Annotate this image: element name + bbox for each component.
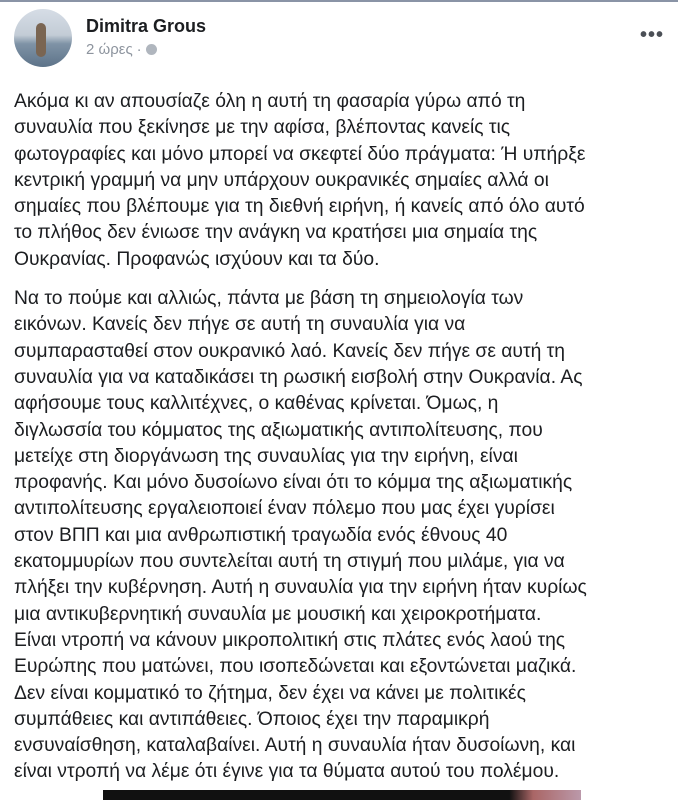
post-text-line: Δεν είναι κομματικό το ζήτημα, δεν έχει να κάνει με πολιτικές	[14, 682, 526, 704]
globe-icon	[146, 44, 157, 55]
post-body	[14, 89, 674, 786]
post-text-line: Να το πούμε και αλλιώς, πάντα με βάση τη σημειολογία των	[14, 288, 524, 310]
post-text-line: κεντρική γραμμή να μην υπάρχουν ουκρανικές σημαίες αλλά οι	[14, 169, 549, 191]
post-text-line: ενσυναίσθηση, καταλαβαίνει. Αυτή η συναυλία ήταν δυσοίωνη, και	[14, 735, 576, 757]
post-meta	[86, 41, 157, 58]
avatar-figure	[36, 23, 46, 57]
meta-separator: ·	[136, 41, 142, 58]
post-paragraph	[14, 89, 674, 273]
post-text-line: πλήξει την κυβέρνηση. Αυτή η συναυλία για την ειρήνη ήταν κυρίως	[14, 577, 587, 599]
post-text-line: μια αντικυβερνητική συναυλία με μουσική και χειροκροτήματα.	[14, 603, 542, 625]
top-border	[0, 0, 678, 2]
post-text-line: μετείχε στη διοργάνωση της συναυλίας για την ειρήνη, είναι	[14, 445, 518, 467]
post-text-line: συναυλία που ξεκίνησε με την αφίσα, βλέποντας κανείς τις	[14, 117, 511, 139]
author-name[interactable]: Dimitra Grous	[86, 16, 207, 36]
post-text-line: Ακόμα κι αν απουσίαζε όλη η αυτή τη φασαρία γύρω από τη	[14, 91, 526, 112]
post-paragraph	[14, 286, 674, 786]
post-text-line: αντιπολίτευσης εργαλειοποιεί έναν πόλεμο που μας έχει γυρίσει	[14, 498, 555, 520]
post-text-line: φωτογραφίες και μόνο μπορεί να σκεφτεί δύο πράγματα: Ή υπήρξε	[14, 143, 586, 165]
post-text-line: συναυλία για να καταδικάσει τη ρωσική εισβολή στην Ουκρανία. Ας	[14, 366, 583, 388]
post-text-line: Είναι ντροπή να κάνουν μικροπολιτική στις πλάτες ενός λαού της	[14, 629, 566, 651]
post-text-line: στον ΒΠΠ και μια ανθρωπιστική τραγωδία ενός έθνους 40	[14, 524, 508, 546]
post-text-line: διγλωσσία του κόμματος της αξιωματικής αντιπολίτευσης, που	[14, 419, 543, 441]
post-text-line: συμπαρασταθεί στον ουκρανικό λαό. Κανείς δεν πήγε σε αυτή τη	[14, 340, 565, 362]
post-text-line: είναι ντροπή να λέμε ότι έγινε για τα θύματα αυτού του πολέμου.	[14, 761, 560, 783]
post-media-image[interactable]	[103, 790, 581, 800]
avatar[interactable]	[14, 9, 72, 67]
post-text-line: συμπάθειες και αντιπάθειες. Όποιος έχει την παραμικρή	[14, 708, 490, 730]
post-text-line: αφήσουμε τους καλλιτέχνες, ο καθένας κρίνεται. Όμως, η	[14, 393, 499, 415]
post-text-line: το πλήθος δεν ένιωσε την ανάγκη να κρατήσει μια σημαία της	[14, 222, 538, 244]
post-time[interactable]: 2 ώρες	[86, 41, 133, 58]
post-text-line: σημαίες που βλέπουμε για τη διεθνή ειρήνη, ή κανείς από όλο αυτό	[14, 196, 585, 218]
post-text-line: προφανής. Και μόνο δυσοίωνο είναι ότι το κόμμα της αξιωματικής	[14, 472, 573, 494]
post-text-line: εκατομμυρίων που συντελείται αυτή τη στιγμή που μιλάμε, για να	[14, 551, 565, 573]
post-text-line: Ευρώπης που ματώνει, που ισοπεδώνεται και εξοντώνεται μαζικά.	[14, 656, 577, 678]
post-text-line: Ουκρανίας. Προφανώς ισχύουν και τα δύο.	[14, 248, 380, 270]
post-text-line: εικόνων. Κανείς δεν πήγε σε αυτή τη συναυλία για να	[14, 314, 466, 336]
more-options-button[interactable]: •••	[639, 24, 664, 46]
